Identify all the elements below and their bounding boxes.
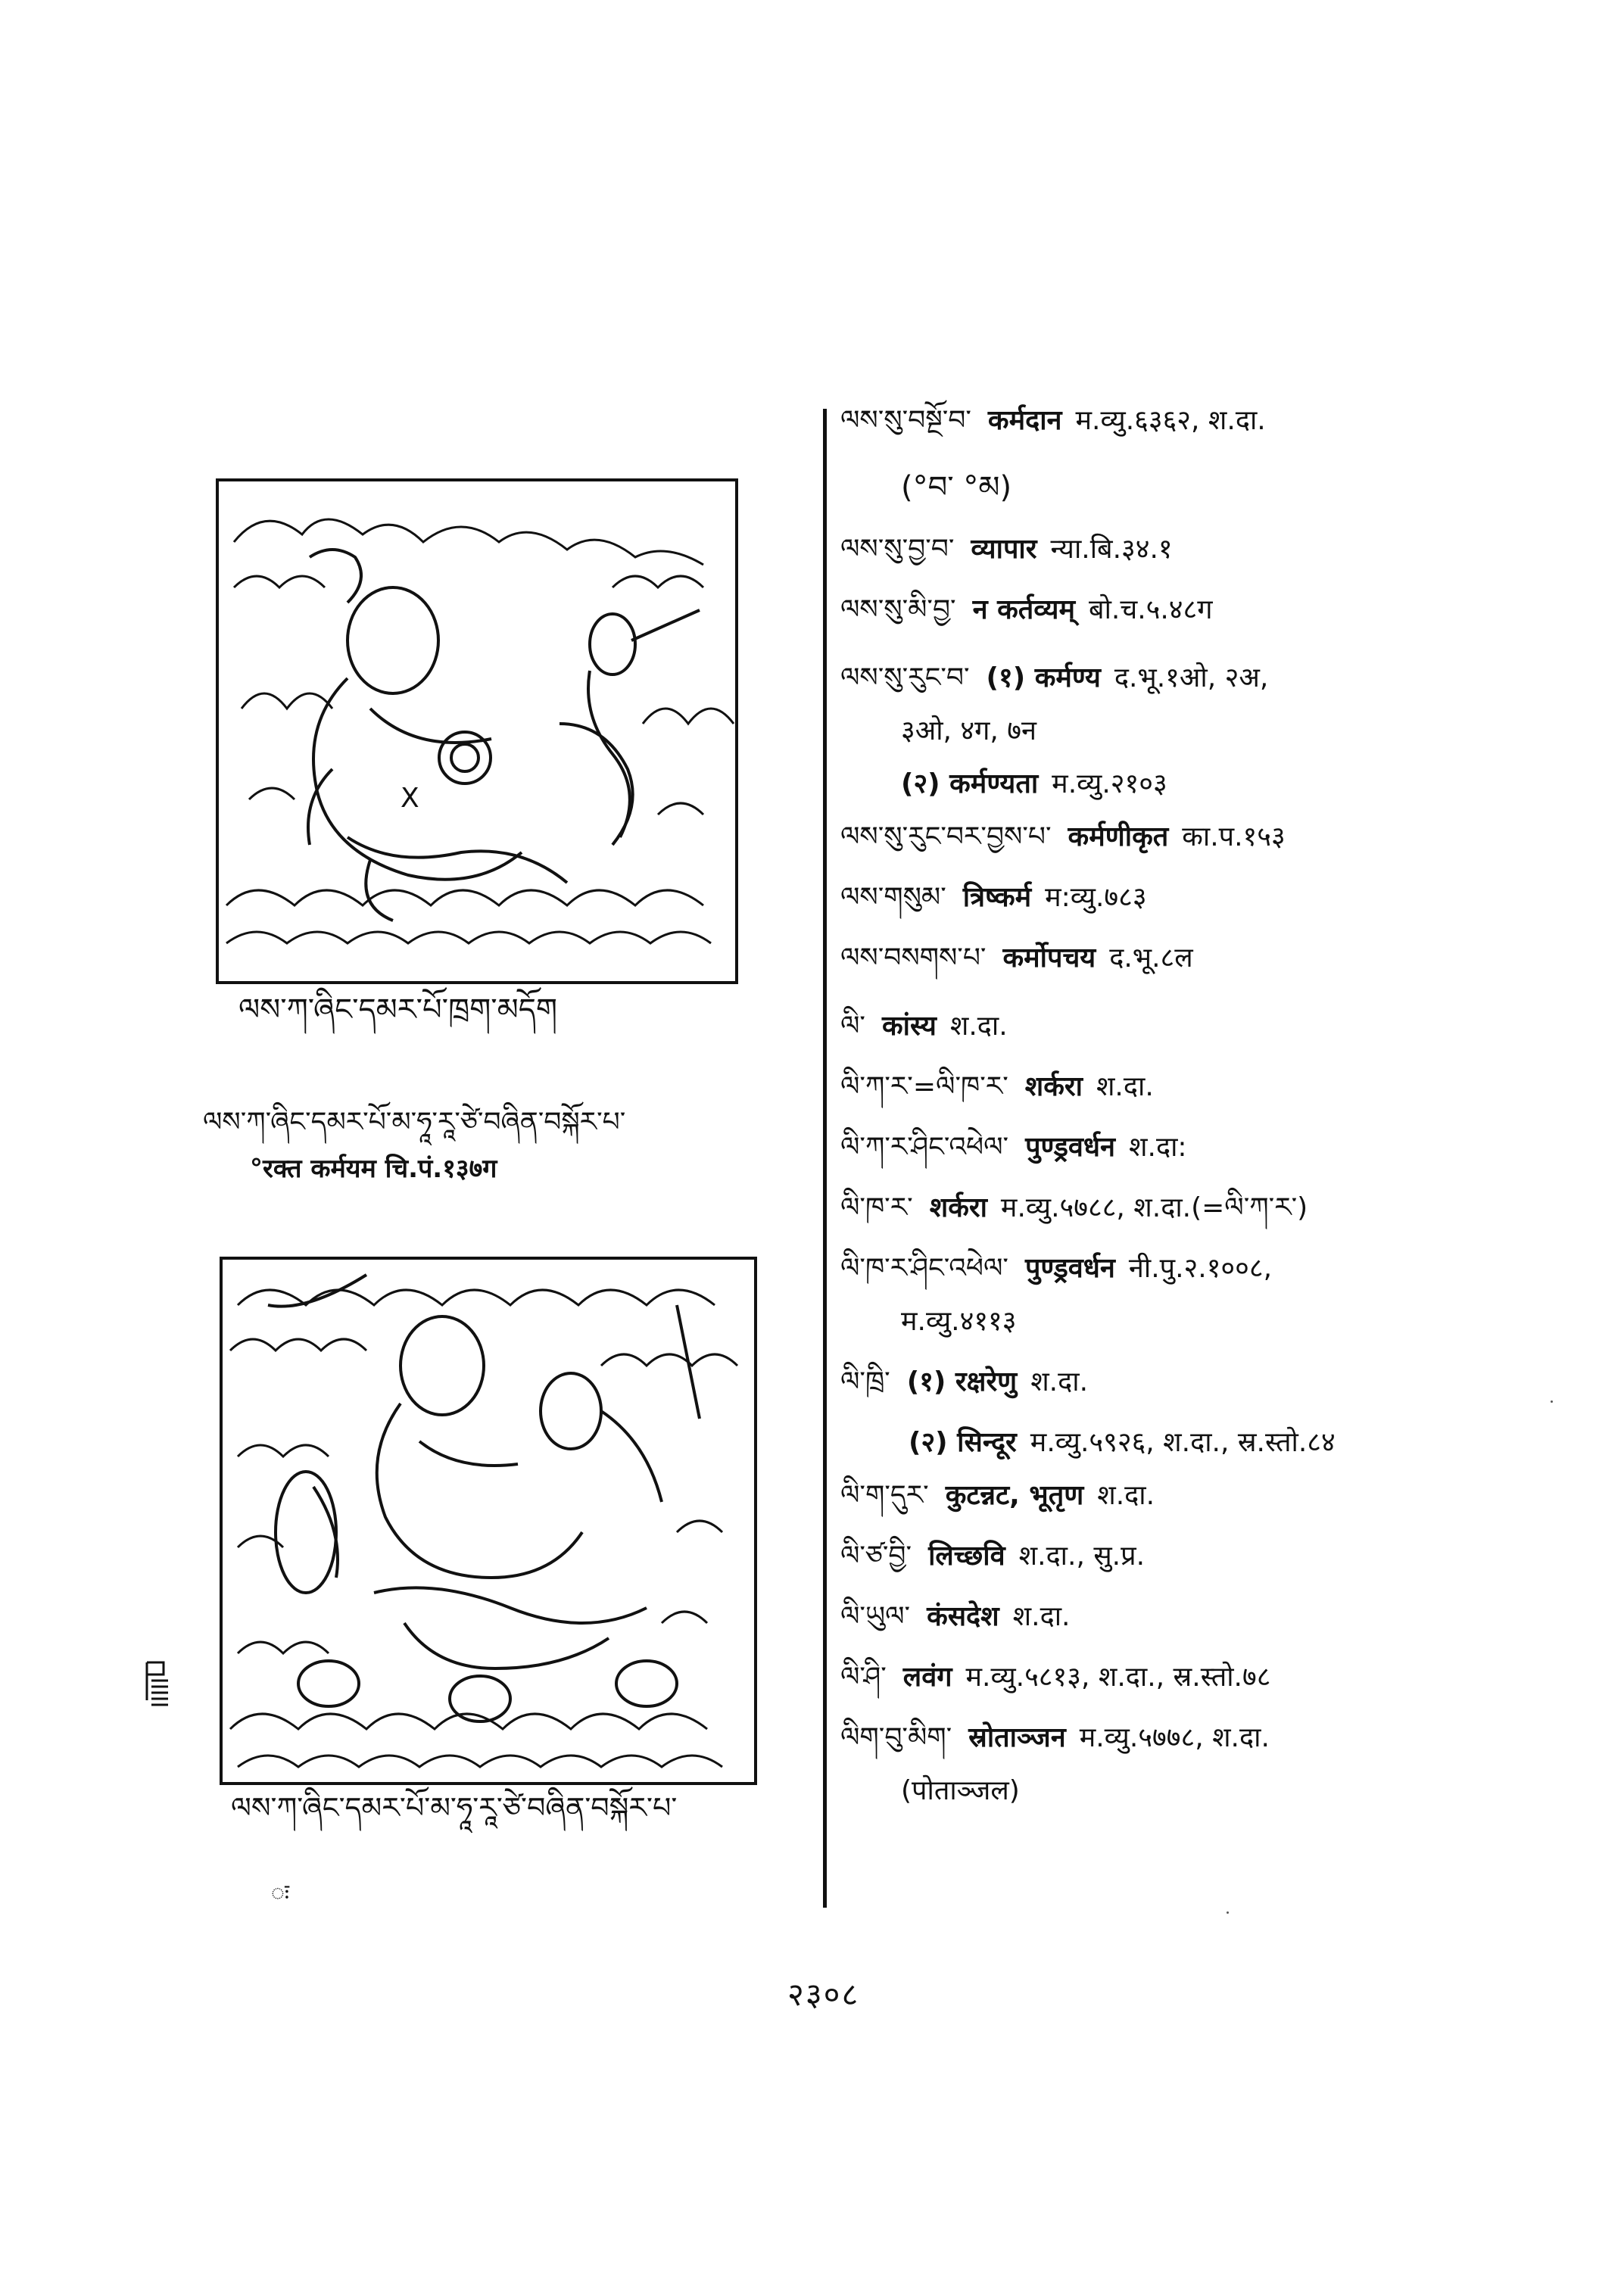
entry-18: ལི་ག་དུར་ कुटन्नट, भूतृण श.दा. xyxy=(840,1480,1155,1511)
entry-13: ལི་ཁ་ར་ शर्करा म.व्यु.५७८८, श.दा.(=ལི་ཀ་ར་) xyxy=(840,1192,1308,1223)
page-number: २३०८ xyxy=(787,1976,860,2013)
svg-text:X: X xyxy=(401,783,419,814)
entry-4-sense-2: (२) कर्मण्यता म.व्यु.२१०३ xyxy=(901,768,1167,799)
entry-20: ལི་ཡུལ་ कंसदेश श.दा. xyxy=(840,1601,1071,1632)
entry-7: ལས་སུ་རུང་བར་བྱས་པ་ कर्मणीकृत का.प.१५३ xyxy=(840,821,1286,852)
figure-1-title-tibetan: ལས་ཀ་ཞིང་དམར་པོ་མ་ཧཱ་རཱ་ཙེ་བཞིན་བསྐོར་པ་ xyxy=(203,1107,626,1138)
illustration-wrathful-deity-2 xyxy=(220,1257,757,1785)
entry-14: ལི་ཁ་ར་ཤིང་འཕེལ་ पुण्ड्रवर्धन नी.पु.२.१००८, xyxy=(840,1253,1273,1284)
entry-4: ལས་སུ་རུང་བ་ (१) कर्मण्य द.भू.१ओ, २अ, xyxy=(840,662,1269,693)
entry-16: ལི་ཁྲི་ (१) रक्षरेणु श.दा. xyxy=(840,1366,1089,1397)
scan-speck xyxy=(1551,1400,1553,1403)
entry-12: ལི་ཀ་ར་ཤིང་འཕེལ་ पुण्ड्रवर्धन श.दा: xyxy=(840,1132,1187,1163)
stray-mark: ः xyxy=(271,1880,289,1906)
entry-0-note: (°བ་ °མ) xyxy=(901,470,1012,505)
entry-9: ལས་བསགས་པ་ कर्मोपचय द.भू.८ल xyxy=(840,942,1193,974)
figure-1-title-sanskrit: °रक्त कर्मयम चि.पं.१३७ग xyxy=(250,1154,497,1184)
entry-8: ལས་གསུམ་ त्रिष्कर्म म:व्यु.७८३ xyxy=(840,882,1147,913)
entry-16-sense-2: (२) सिन्दूर म.व्यु.५९२६, श.दा., स्र.स्तो.८४ xyxy=(909,1427,1336,1458)
scan-speck xyxy=(1227,1911,1229,1914)
figure-1-caption: ལས་ཀ་ཞིང་དམར་པོ་ཁྲག་མདོག xyxy=(238,992,558,1027)
entry-21: ལི་ཤི་ लवंग म.व्यु.५८१३, श.दा., स्र.स्तो.७८ xyxy=(840,1662,1271,1693)
woodblock-figure-1 xyxy=(219,481,735,981)
column-divider xyxy=(823,409,827,1908)
figure-2-caption: ལས་ཀ་ཞིང་དམར་པོ་མ་ཧཱ་རཱ་ཙེ་བཞིན་བསྐོར་པ་ xyxy=(231,1791,678,1824)
entry-4-continuation: ३ओ, ४ग, ७न xyxy=(901,715,1037,746)
entry-0: ལས་སུ་བསྔོ་བ་ कर्मदान म.व्यु.६३६२, श.दा. xyxy=(840,405,1266,436)
entry-11: ལི་ཀ་ར་=ལི་ཁ་ར་ शर्करा श.दा. xyxy=(840,1071,1154,1102)
entry-22: ལིག་བུ་མིག་ स्रोताञ्जन म.व्यु.५७७८, श.दा. xyxy=(840,1722,1270,1753)
margin-mark-glyph xyxy=(142,1658,170,1708)
entry-22-continuation: (पोताञ्जल) xyxy=(901,1775,1020,1806)
entry-19: ལི་ཙ་བྱི་ लिच्छवि श.दा., सु.प्र. xyxy=(840,1541,1146,1572)
entry-10: ལི་ कांस्य श.दा. xyxy=(840,1011,1008,1042)
entry-3: ལས་སུ་མི་བྱ་ न कर्तव्यम् बो.च.५.४८ग xyxy=(840,594,1213,625)
woodblock-figure-2 xyxy=(223,1260,754,1782)
entry-14-continuation: म.व्यु.४११३ xyxy=(901,1306,1017,1337)
illustration-wrathful-deity-1 xyxy=(216,478,738,984)
margin-mark xyxy=(142,1658,170,1708)
entry-2: ལས་སུ་བྱ་བ་ व्यापार न्या.बि.३४.१ xyxy=(840,534,1173,565)
